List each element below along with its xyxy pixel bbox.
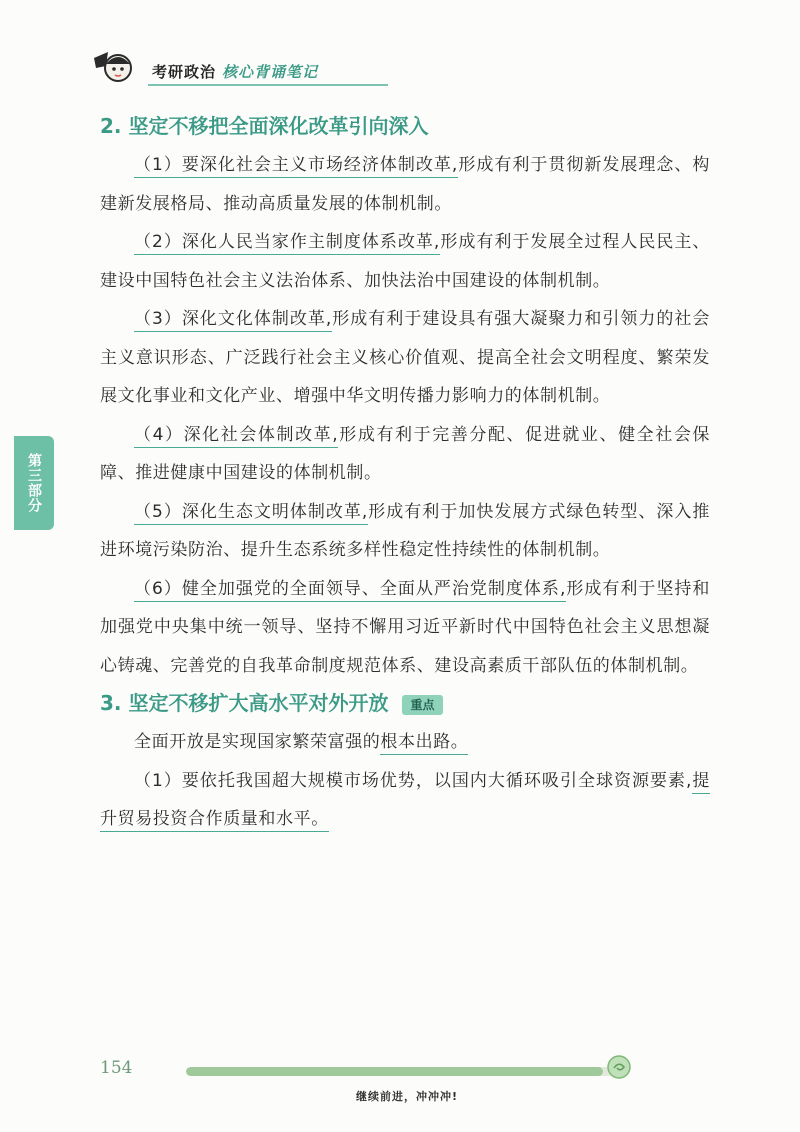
- paragraph: （4）深化社会体制改革,形成有利于完善分配、促进就业、健全社会保障、推进健康中国建设的体制机制。: [100, 424, 711, 483]
- section-heading: 2. 坚定不移把全面深化改革引向深入: [100, 114, 429, 138]
- key-point-tag: 重点: [402, 695, 442, 715]
- footer-tagline: 继续前进，冲冲冲!: [356, 1090, 459, 1103]
- underlined-phrase: （4）深化社会体制改革,: [134, 425, 338, 448]
- underlined-phrase: 提升贸易投资合作质量和水平。: [100, 771, 710, 833]
- swirl-icon: [606, 1054, 632, 1080]
- underlined-phrase: （2）深化人民当家作主制度体系改革,: [134, 232, 440, 255]
- page-header: [92, 48, 392, 88]
- paragraph: （1）要深化社会主义市场经济体制改革,形成有利于贯彻新发展理念、构建新发展格局、推动高质量发展的体制机制。: [100, 155, 710, 214]
- underlined-phrase: （3）深化文化体制改革,: [134, 309, 332, 332]
- mascot-icon: [92, 48, 138, 88]
- paragraph: 全面开放是实现国家繁荣富强的根本出路。: [100, 723, 710, 762]
- section-heading: 3. 坚定不移扩大高水平对外开放 重点: [100, 685, 710, 721]
- page-content: [100, 108, 710, 839]
- page-number: 154: [100, 1058, 133, 1078]
- paragraph: （3）深化文化体制改革,形成有利于建设具有强大凝聚力和引领力的社会主义意识形态、广泛践行社会主义核心价值观、提高全社会文明程度、繁荣发展文化事业和文化产业、增强中华文明传播力影响力的体制机制。: [100, 309, 711, 406]
- side-section-tab: 第三部分: [14, 436, 54, 530]
- paragraph: （6）健全加强党的全面领导、全面从严治党制度体系,形成有利于坚持和加强党中央集中统一领导、坚持不懈用习近平新时代中国特色社会主义思想凝心铸魂、完善党的自我革命制度规范体系、建设高素质干部队伍的体制机制。: [100, 578, 710, 676]
- paragraph: （5）深化生态文明体制改革,形成有利于加快发展方式绿色转型、深入推进环境污染防治、提升生态系统多样性稳定性持续性的体制机制。: [100, 501, 710, 560]
- underlined-phrase: （5）深化生态文明体制改革,: [134, 502, 368, 525]
- paragraph: （2）深化人民当家作主制度体系改革,形成有利于发展全过程人民民主、建设中国特色社会主义法治体系、加快法治中国建设的体制机制。: [100, 232, 711, 291]
- progress-bar: [186, 1067, 616, 1076]
- paragraph: （1）要依托我国超大规模市场优势，以国内大循环吸引全球资源要素,提升贸易投资合作质量和水平。: [100, 762, 710, 839]
- header-title: 考研政治 核心背诵笔记: [152, 63, 319, 81]
- header-underline: [148, 84, 388, 86]
- progress-fill: [186, 1067, 603, 1076]
- underlined-phrase: （6）健全加强党的全面领导、全面从严治党制度体系,: [134, 579, 566, 602]
- underlined-phrase: 根本出路。: [380, 732, 468, 755]
- underlined-phrase: （1）要深化社会主义市场经济体制改革,: [134, 155, 458, 178]
